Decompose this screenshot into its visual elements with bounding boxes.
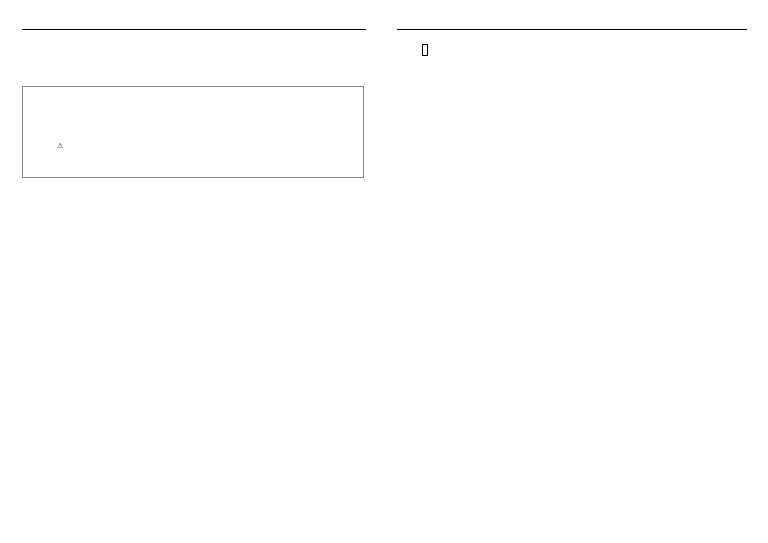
general-precautions-column bbox=[22, 193, 187, 197]
title-code-box bbox=[422, 44, 428, 56]
important-notice-box bbox=[22, 86, 364, 178]
service-code-title bbox=[422, 45, 428, 55]
left-header-rule bbox=[22, 29, 366, 30]
troubleshooting-table bbox=[413, 66, 749, 543]
preparations-column bbox=[200, 193, 365, 198]
warning-triangle-icon: ⚠ bbox=[57, 143, 64, 150]
notice-paragraph-2 bbox=[57, 143, 357, 152]
right-header-rule bbox=[397, 29, 747, 30]
